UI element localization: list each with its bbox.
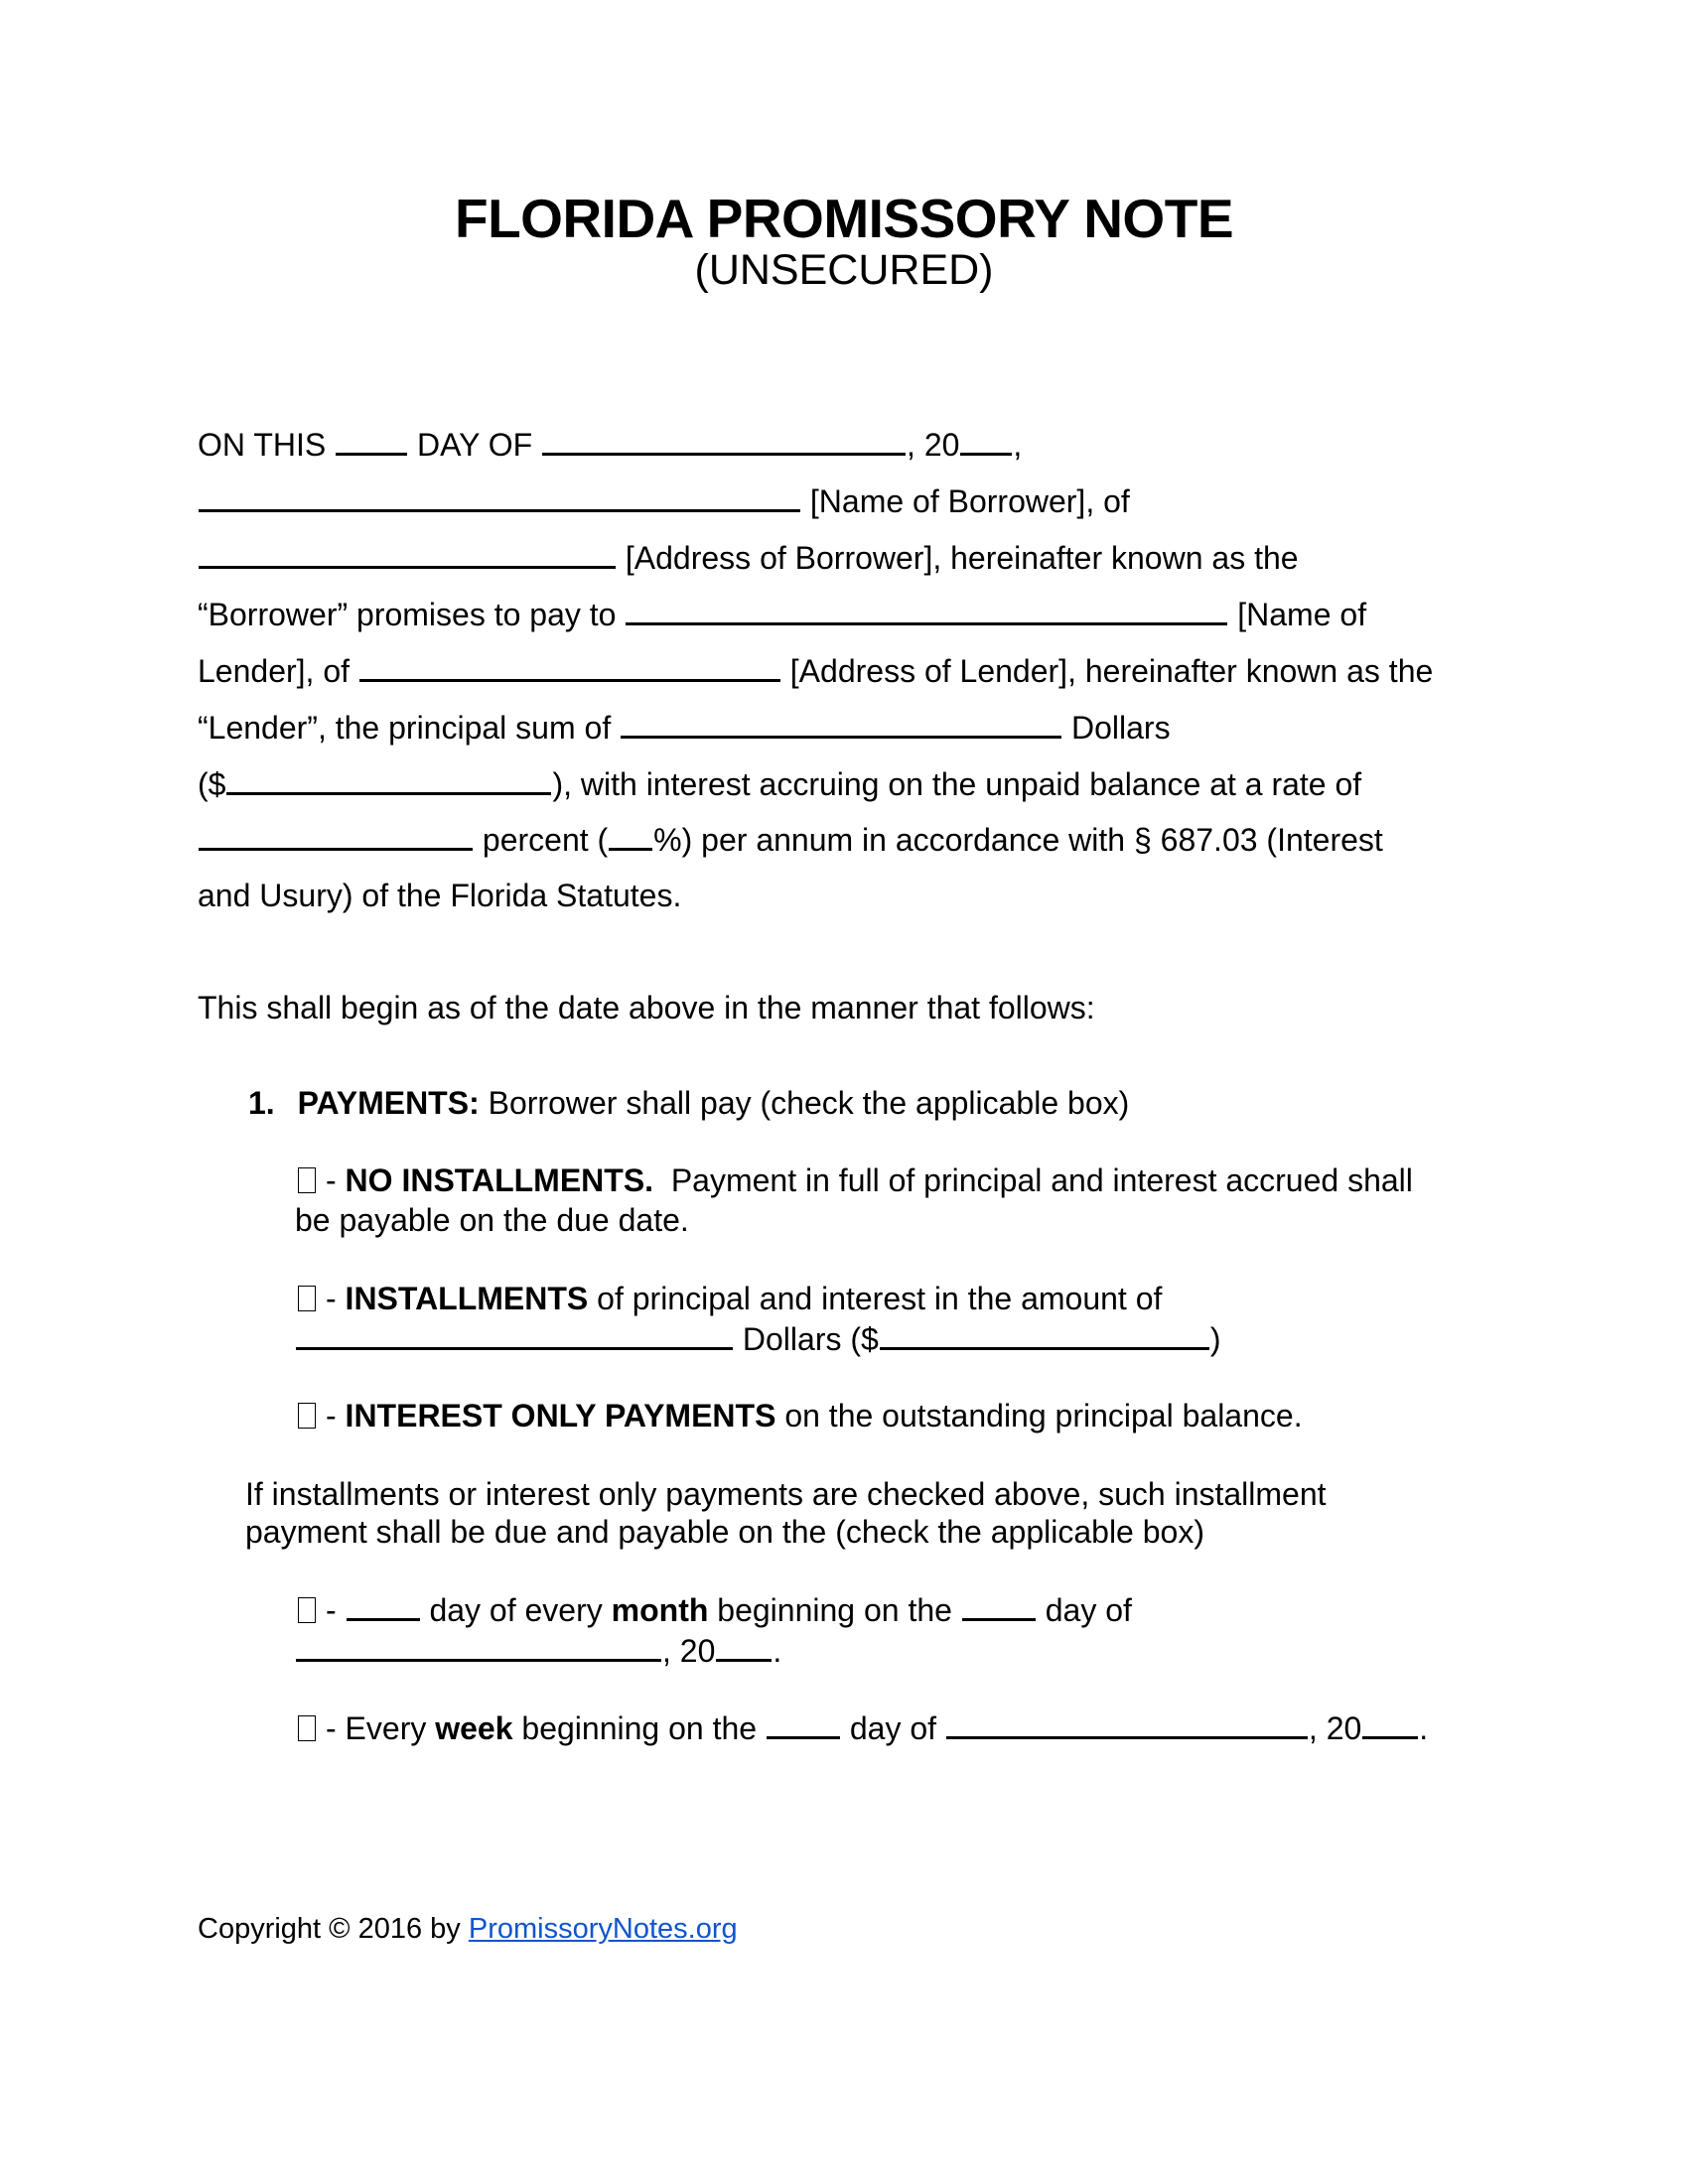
text: day of xyxy=(1045,1592,1132,1628)
opening-line-2 xyxy=(198,481,1130,520)
section-1-heading xyxy=(248,1084,1129,1122)
text: month xyxy=(611,1592,709,1628)
document-subtitle: (UNSECURED) xyxy=(694,246,994,294)
text: Dollars xyxy=(1070,710,1171,746)
text: percent ( xyxy=(482,822,609,858)
text: “Lender”, the principal sum of xyxy=(198,710,612,746)
schedule-intro-1: If installments or interest only payments are checked above, such installment xyxy=(245,1476,1327,1512)
opening-line-5 xyxy=(198,651,1433,690)
year-blank[interactable] xyxy=(960,425,1012,456)
text: beginning on the xyxy=(717,1592,952,1628)
footer-copyright xyxy=(198,1913,738,1946)
opening-line-3 xyxy=(198,538,1299,577)
text: [Address of Borrower], hereinafter known as the xyxy=(625,540,1299,576)
checkbox-icon[interactable] xyxy=(298,1286,316,1311)
text: week xyxy=(435,1710,513,1746)
text: - xyxy=(326,1592,337,1628)
text: , 20 xyxy=(662,1633,716,1669)
weekly-start-year-blank[interactable] xyxy=(1362,1708,1418,1739)
option-installments xyxy=(298,1280,1162,1317)
opening-line-4 xyxy=(198,595,1366,633)
text: ) xyxy=(1209,1321,1221,1357)
opening-line-9: and Usury) of the Florida Statutes. xyxy=(198,878,682,913)
text: ($ xyxy=(198,766,226,802)
principal-words-blank[interactable] xyxy=(621,708,1061,739)
website-link[interactable]: PromissoryNotes.org xyxy=(468,1913,738,1945)
option-monthly xyxy=(298,1590,1132,1629)
text: . xyxy=(1419,1710,1429,1746)
opening-line-7 xyxy=(198,764,1361,803)
text: - xyxy=(326,1398,337,1433)
option-weekly xyxy=(298,1708,1428,1747)
text: Borrower shall pay (check the applicable box) xyxy=(488,1085,1130,1121)
text: - xyxy=(326,1162,337,1198)
text: [Address of Lender], hereinafter known as the xyxy=(789,653,1434,689)
option-monthly-cont xyxy=(295,1631,781,1670)
text: , 20 xyxy=(1308,1710,1362,1746)
section-number: 1. xyxy=(248,1085,275,1121)
monthly-start-month-blank[interactable] xyxy=(296,1631,661,1662)
option-no-installments xyxy=(298,1161,1413,1199)
copyright-text: Copyright © 2016 by xyxy=(198,1913,461,1945)
text: - xyxy=(326,1281,337,1316)
text: of principal and interest in the amount of xyxy=(597,1281,1163,1316)
opening-line-8 xyxy=(198,820,1383,859)
text: “Borrower” promises to pay to xyxy=(198,597,617,632)
monthly-start-year-blank[interactable] xyxy=(716,1631,772,1662)
lender-address-blank[interactable] xyxy=(359,651,780,682)
text: day of every xyxy=(429,1592,603,1628)
option-no-installments-cont: be payable on the due date. xyxy=(295,1202,689,1238)
text: %) per annum in accordance with § 687.03 (Interest xyxy=(653,822,1383,858)
text: ON THIS xyxy=(198,427,327,463)
text: on the outstanding principal balance. xyxy=(784,1398,1303,1433)
borrower-name-blank[interactable] xyxy=(199,481,800,512)
text: - xyxy=(326,1710,337,1746)
text: , 20 xyxy=(907,427,960,463)
option-label: INTEREST ONLY PAYMENTS xyxy=(345,1398,776,1433)
rate-percent-blank[interactable] xyxy=(609,820,652,851)
section-heading: PAYMENTS: xyxy=(297,1085,480,1121)
rate-words-blank[interactable] xyxy=(199,820,473,851)
text: Dollars ($ xyxy=(742,1321,879,1357)
installment-amount-blank[interactable] xyxy=(880,1319,1209,1350)
text: Every xyxy=(345,1710,427,1746)
schedule-intro-2: payment shall be due and payable on the (check the applicable box) xyxy=(245,1514,1204,1550)
weekly-start-month-blank[interactable] xyxy=(946,1708,1308,1739)
opening-line-6 xyxy=(198,708,1171,747)
checkbox-icon[interactable] xyxy=(298,1597,316,1623)
option-label: INSTALLMENTS xyxy=(345,1281,589,1316)
text: ), with interest accruing on the unpaid balance at a rate of xyxy=(552,766,1362,802)
weekly-start-day-blank[interactable] xyxy=(767,1708,840,1739)
checkbox-icon[interactable] xyxy=(298,1167,316,1193)
day-blank[interactable] xyxy=(336,425,407,456)
opening-line-1 xyxy=(198,425,1022,464)
text: [Name of xyxy=(1237,597,1367,632)
text: Payment in full of principal and interest accrued shall xyxy=(670,1162,1413,1198)
lender-name-blank[interactable] xyxy=(626,595,1227,625)
monthly-start-day-blank[interactable] xyxy=(962,1590,1036,1621)
text: Lender], of xyxy=(198,653,350,689)
checkbox-icon[interactable] xyxy=(298,1715,316,1741)
month-blank[interactable] xyxy=(542,425,906,456)
principal-amount-blank[interactable] xyxy=(226,764,551,795)
text: [Name of Borrower], of xyxy=(809,483,1130,519)
option-interest-only xyxy=(298,1397,1303,1434)
text: day of xyxy=(849,1710,937,1746)
text: , xyxy=(1013,427,1023,463)
text: beginning on the xyxy=(521,1710,758,1746)
borrower-address-blank[interactable] xyxy=(199,538,616,569)
text: DAY OF xyxy=(416,427,533,463)
option-label: NO INSTALLMENTS. xyxy=(345,1162,654,1198)
installment-words-blank[interactable] xyxy=(296,1319,733,1350)
option-installments-amount xyxy=(295,1319,1220,1358)
intro-text: This shall begin as of the date above in the manner that follows: xyxy=(198,990,1095,1025)
text: . xyxy=(773,1633,782,1669)
checkbox-icon[interactable] xyxy=(298,1403,316,1429)
document-title: FLORIDA PROMISSORY NOTE xyxy=(454,188,1233,249)
monthly-day-blank[interactable] xyxy=(347,1590,420,1621)
